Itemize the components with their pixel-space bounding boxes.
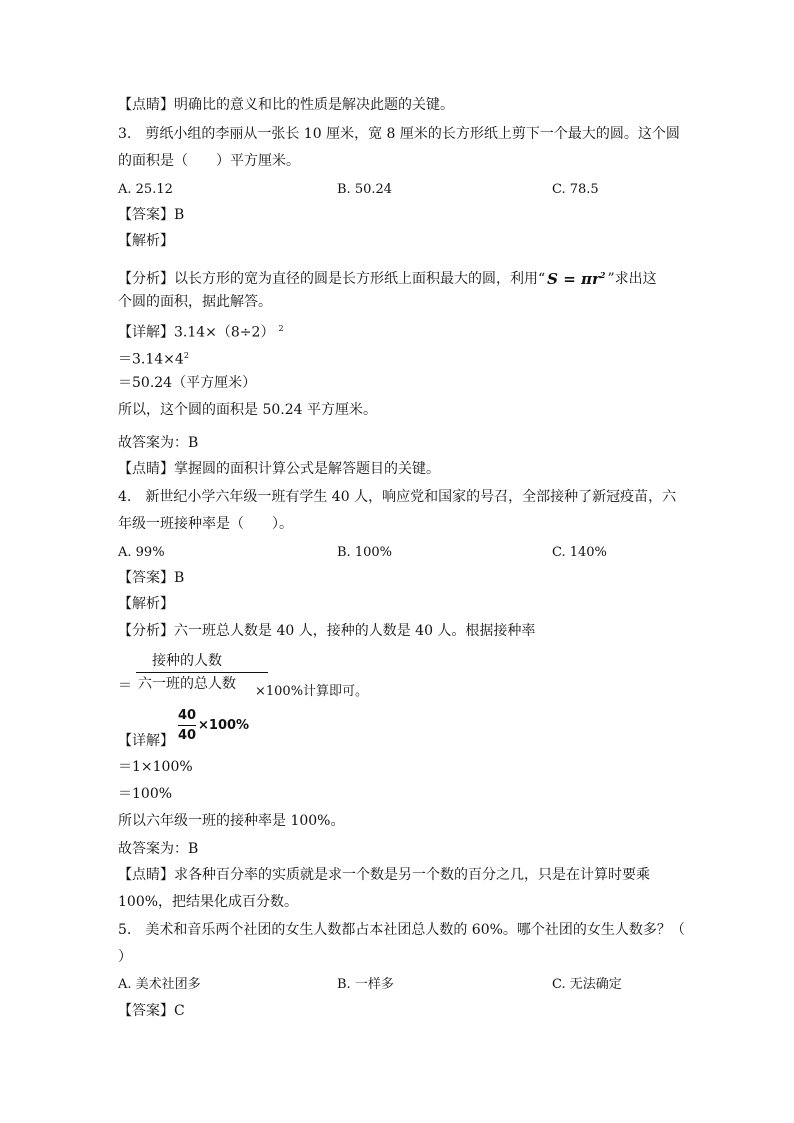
q4-conclusion: 所以六年级一班的接种率是 100%。 — [118, 813, 345, 829]
rate-tail: ×100%计算即可。 — [255, 684, 369, 699]
q5-option-c: C. 无法确定 — [552, 977, 622, 992]
q3-option-b: B. 50.24 — [337, 182, 393, 197]
q3-detail-line3: ＝50.24（平方厘米） — [118, 375, 257, 391]
q4-stem-line2: 年级一班接种率是（ ）。 — [118, 516, 293, 532]
q4-answer: 【答案】B — [118, 570, 185, 586]
q2-note: 【点睛】明确比的意义和比的性质是解决此题的关键。 — [118, 97, 454, 113]
detail-fraction — [178, 708, 298, 748]
q3-note: 【点睛】掌握圆的面积计算公式是解答题目的关键。 — [118, 461, 440, 477]
q4-detail-line2: ＝1×100% — [118, 759, 193, 775]
detail-fraction-bar — [178, 725, 196, 726]
q3-conclusion: 所以，这个圆的面积是 50.24 平方厘米。 — [118, 402, 377, 418]
q4-option-c: C. 140% — [552, 545, 607, 560]
rate-formula — [118, 650, 418, 700]
q3-stem-line1: 3. 剪纸小组的李丽从一张长 10 厘米，宽 8 厘米的长方形纸上剪下一个最大的圆。这个圆 — [118, 126, 680, 142]
detail-numerator: 40 — [178, 708, 197, 723]
q4-detail-label: 【详解】 — [118, 733, 174, 749]
q3-fenxi-line1: 【分析】以长方形的宽为直径的圆是长方形纸上面积最大的圆，利用“ $S = \pi r^2$ ”求出这 — [118, 266, 657, 288]
q4-final-answer: 故答案为：B — [118, 841, 199, 857]
q4-fenxi: 【分析】六一班总人数是 40 人，接种的人数是 40 人。根据接种率 — [118, 623, 536, 639]
q3-stem-line2: 的面积是（ ）平方厘米。 — [118, 153, 300, 169]
q3-detail-line1: 【详解】3.14×（8÷2） $^2$ — [118, 324, 284, 341]
q5-stem-line1: 5. 美术和音乐两个社团的女生人数都占本社团总人数的 60%。哪个社团的女生人数多？（ — [118, 922, 685, 938]
q4-option-a: A. 99% — [118, 545, 165, 560]
q5-stem-line2: ） — [118, 949, 132, 965]
rate-equals: ＝ — [118, 678, 132, 694]
q4-note-line1: 【点睛】求各种百分率的实质就是求一个数是另一个数的百分之几，只是在计算时要乘 — [118, 867, 650, 883]
q4-analysis-label: 【解析】 — [118, 596, 174, 612]
detail-denominator: 40 — [178, 728, 197, 743]
detail-times: ×100% — [198, 718, 250, 733]
rate-denominator: 六一班的总人数 — [138, 676, 236, 692]
q3-option-c: C. 78.5 — [552, 182, 599, 197]
q3-detail-line2: $=3.14\times 4^2$ — [118, 351, 189, 368]
q5-option-b: B. 一样多 — [337, 977, 394, 992]
q4-option-b: B. 100% — [337, 545, 392, 560]
q3-fenxi-line2: 个圆的面积，据此解答。 — [118, 294, 272, 310]
area-formula: $S = \pi r^2$ — [547, 270, 606, 288]
q4-stem-line1: 4. 新世纪小学六年级一班有学生 40 人，响应党和国家的号召，全部接种了新冠疫苗，六 — [118, 489, 677, 505]
q5-option-a: A. 美术社团多 — [118, 977, 201, 992]
rate-numerator: 接种的人数 — [152, 653, 222, 669]
q4-detail-line3: ＝100% — [118, 786, 173, 802]
q3-answer: 【答案】B — [118, 207, 185, 223]
q4-note-line2: 100%，把结果化成百分数。 — [118, 894, 299, 910]
q3-option-a: A. 25.12 — [118, 182, 173, 197]
q3-final-answer: 故答案为：B — [118, 435, 199, 451]
q3-analysis-label: 【解析】 — [118, 233, 174, 249]
q5-answer: 【答案】C — [118, 1003, 185, 1019]
